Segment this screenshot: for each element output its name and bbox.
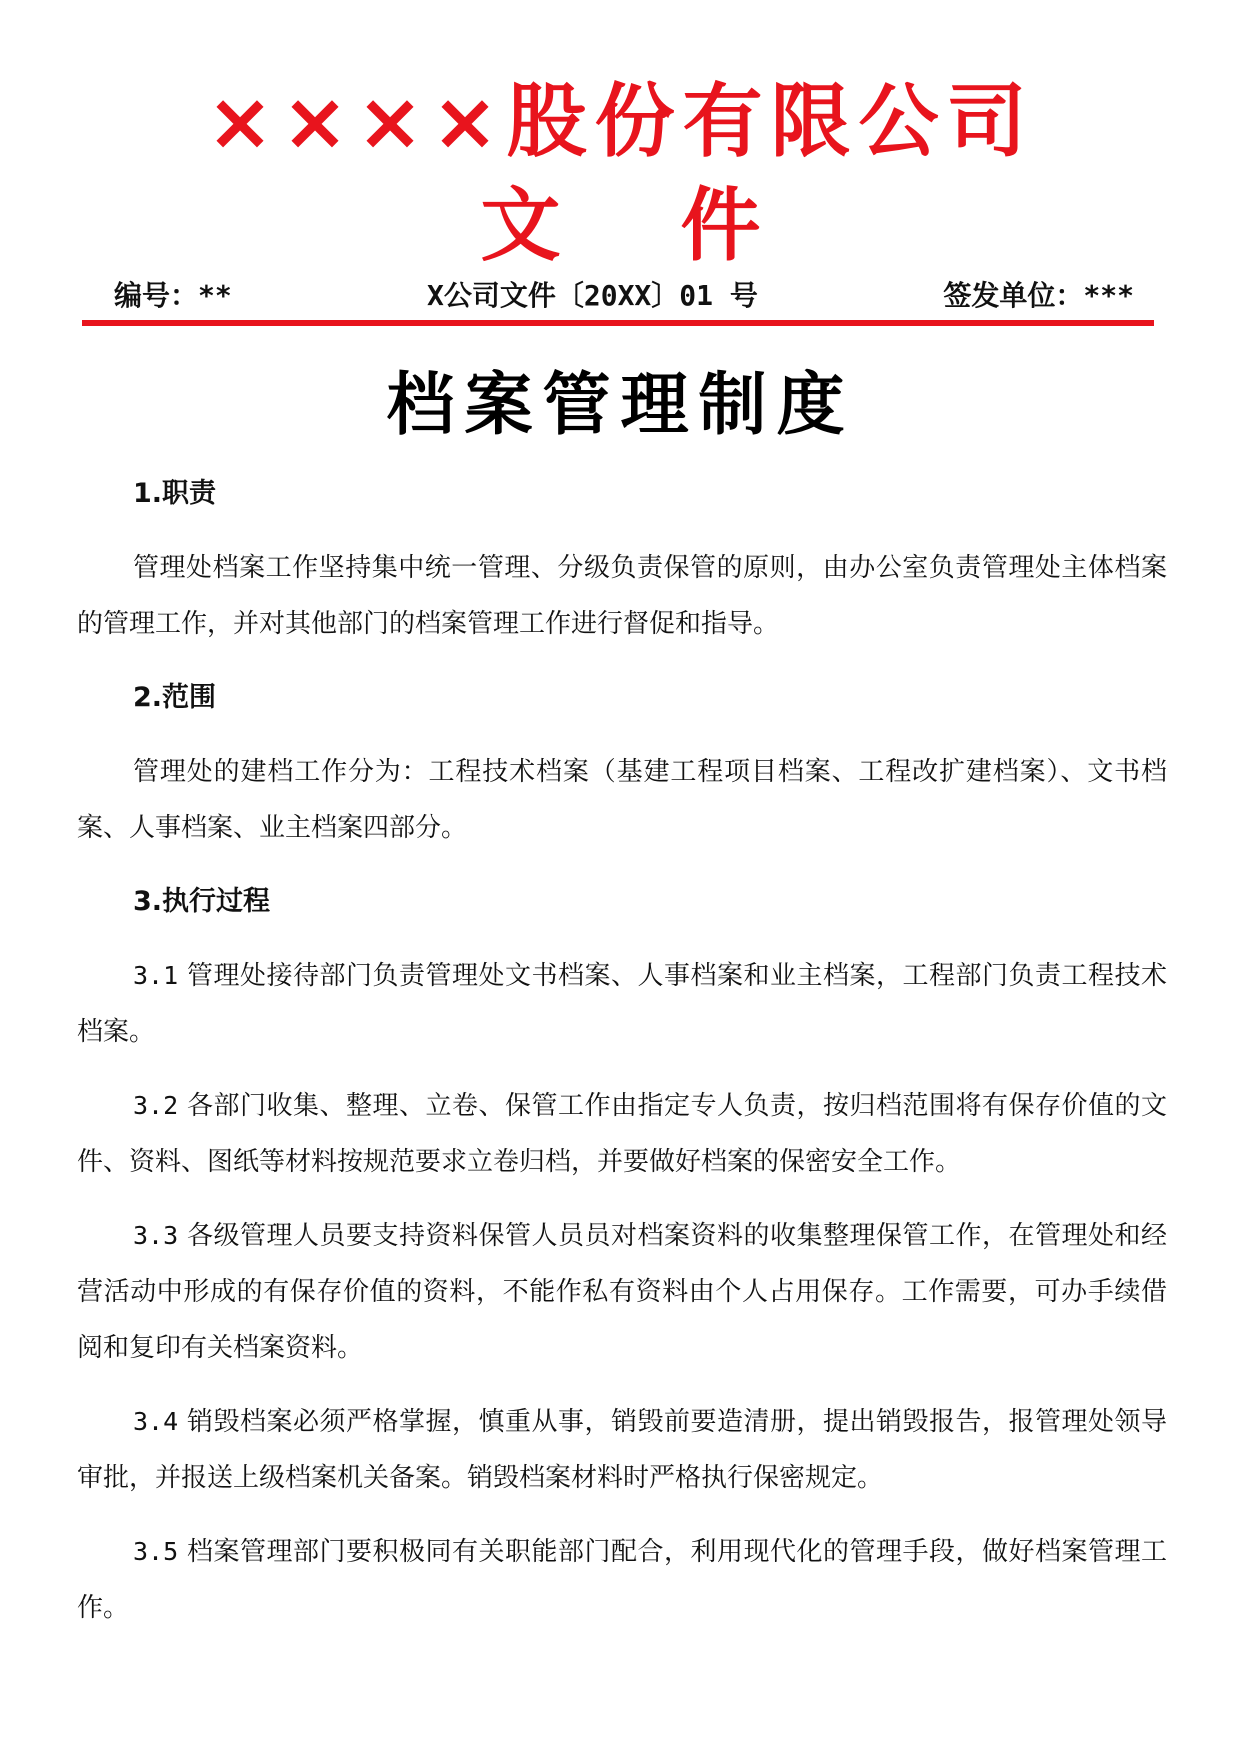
section-heading: 2.范围 [133,682,217,713]
clause-text: 各部门收集、整理、立卷、保管工作由指定专人负责，按归档范围将有保存价值的文件、资料、图纸等材料按规范要求立卷归档，并要做好档案的保密安全工作。 [77,1091,1167,1177]
main-title: 档案管理制度 [386,365,855,445]
section-execution-process [77,874,1167,1636]
paragraph-text: 管理处的建档工作分为：工程技术档案（基建工程项目档案、工程改扩建档案）、文书档案、人事档案、业主档案四部分。 [77,757,1167,843]
clause-number: 3.5 [133,1537,179,1566]
section-heading: 1.职责 [133,478,217,509]
document-type-title [0,176,1241,276]
clause-3-1 [77,948,1167,1060]
clause-3-3 [77,1208,1167,1376]
document-type-char-1: 文 [480,179,561,272]
paragraph [77,744,1167,856]
red-divider-line [82,320,1154,326]
clause-number: 3.4 [133,1407,179,1436]
document-body [77,466,1167,1654]
company-title: ××××股份有限公司 [206,75,1035,168]
clause-3-2 [77,1078,1167,1190]
clause-text: 销毁档案必须严格掌握，慎重从事，销毁前要造清册，提出销毁报告，报管理处领导审批，并报送上级档案机关备案。销毁档案材料时严格执行保密规定。 [77,1407,1167,1493]
document-reference: X公司文件〔20XX〕01 号 [427,279,758,312]
paragraph [77,540,1167,652]
clause-3-5 [77,1524,1167,1636]
section-scope [77,670,1167,856]
issuing-unit: 签发单位：*** [943,279,1134,312]
section-responsibilities [77,466,1167,652]
clause-text: 档案管理部门要积极同有关职能部门配合，利用现代化的管理手段，做好档案管理工作。 [77,1537,1167,1623]
clause-number: 3.3 [133,1221,179,1250]
document-type-char-2: 件 [680,179,761,272]
document-number: 编号：** [114,279,232,312]
clause-text: 管理处接待部门负责管理处文书档案、人事档案和业主档案，工程部门负责工程技术档案。 [77,961,1167,1047]
section-heading: 3.执行过程 [133,886,271,917]
clause-number: 3.2 [133,1091,179,1120]
clause-3-4 [77,1394,1167,1506]
document-meta-row [82,276,1154,316]
paragraph-text: 管理处档案工作坚持集中统一管理、分级负责保管的原则，由办公室负责管理处主体档案的管理工作，并对其他部门的档案管理工作进行督促和指导。 [77,553,1167,639]
clause-number: 3.1 [133,961,179,990]
clause-text: 各级管理人员要支持资料保管人员员对档案资料的收集整理保管工作，在管理处和经营活动中形成的有保存价值的资料，不能作私有资料由个人占用保存。工作需要，可办手续借阅和复印有关档案资料。 [77,1221,1167,1363]
